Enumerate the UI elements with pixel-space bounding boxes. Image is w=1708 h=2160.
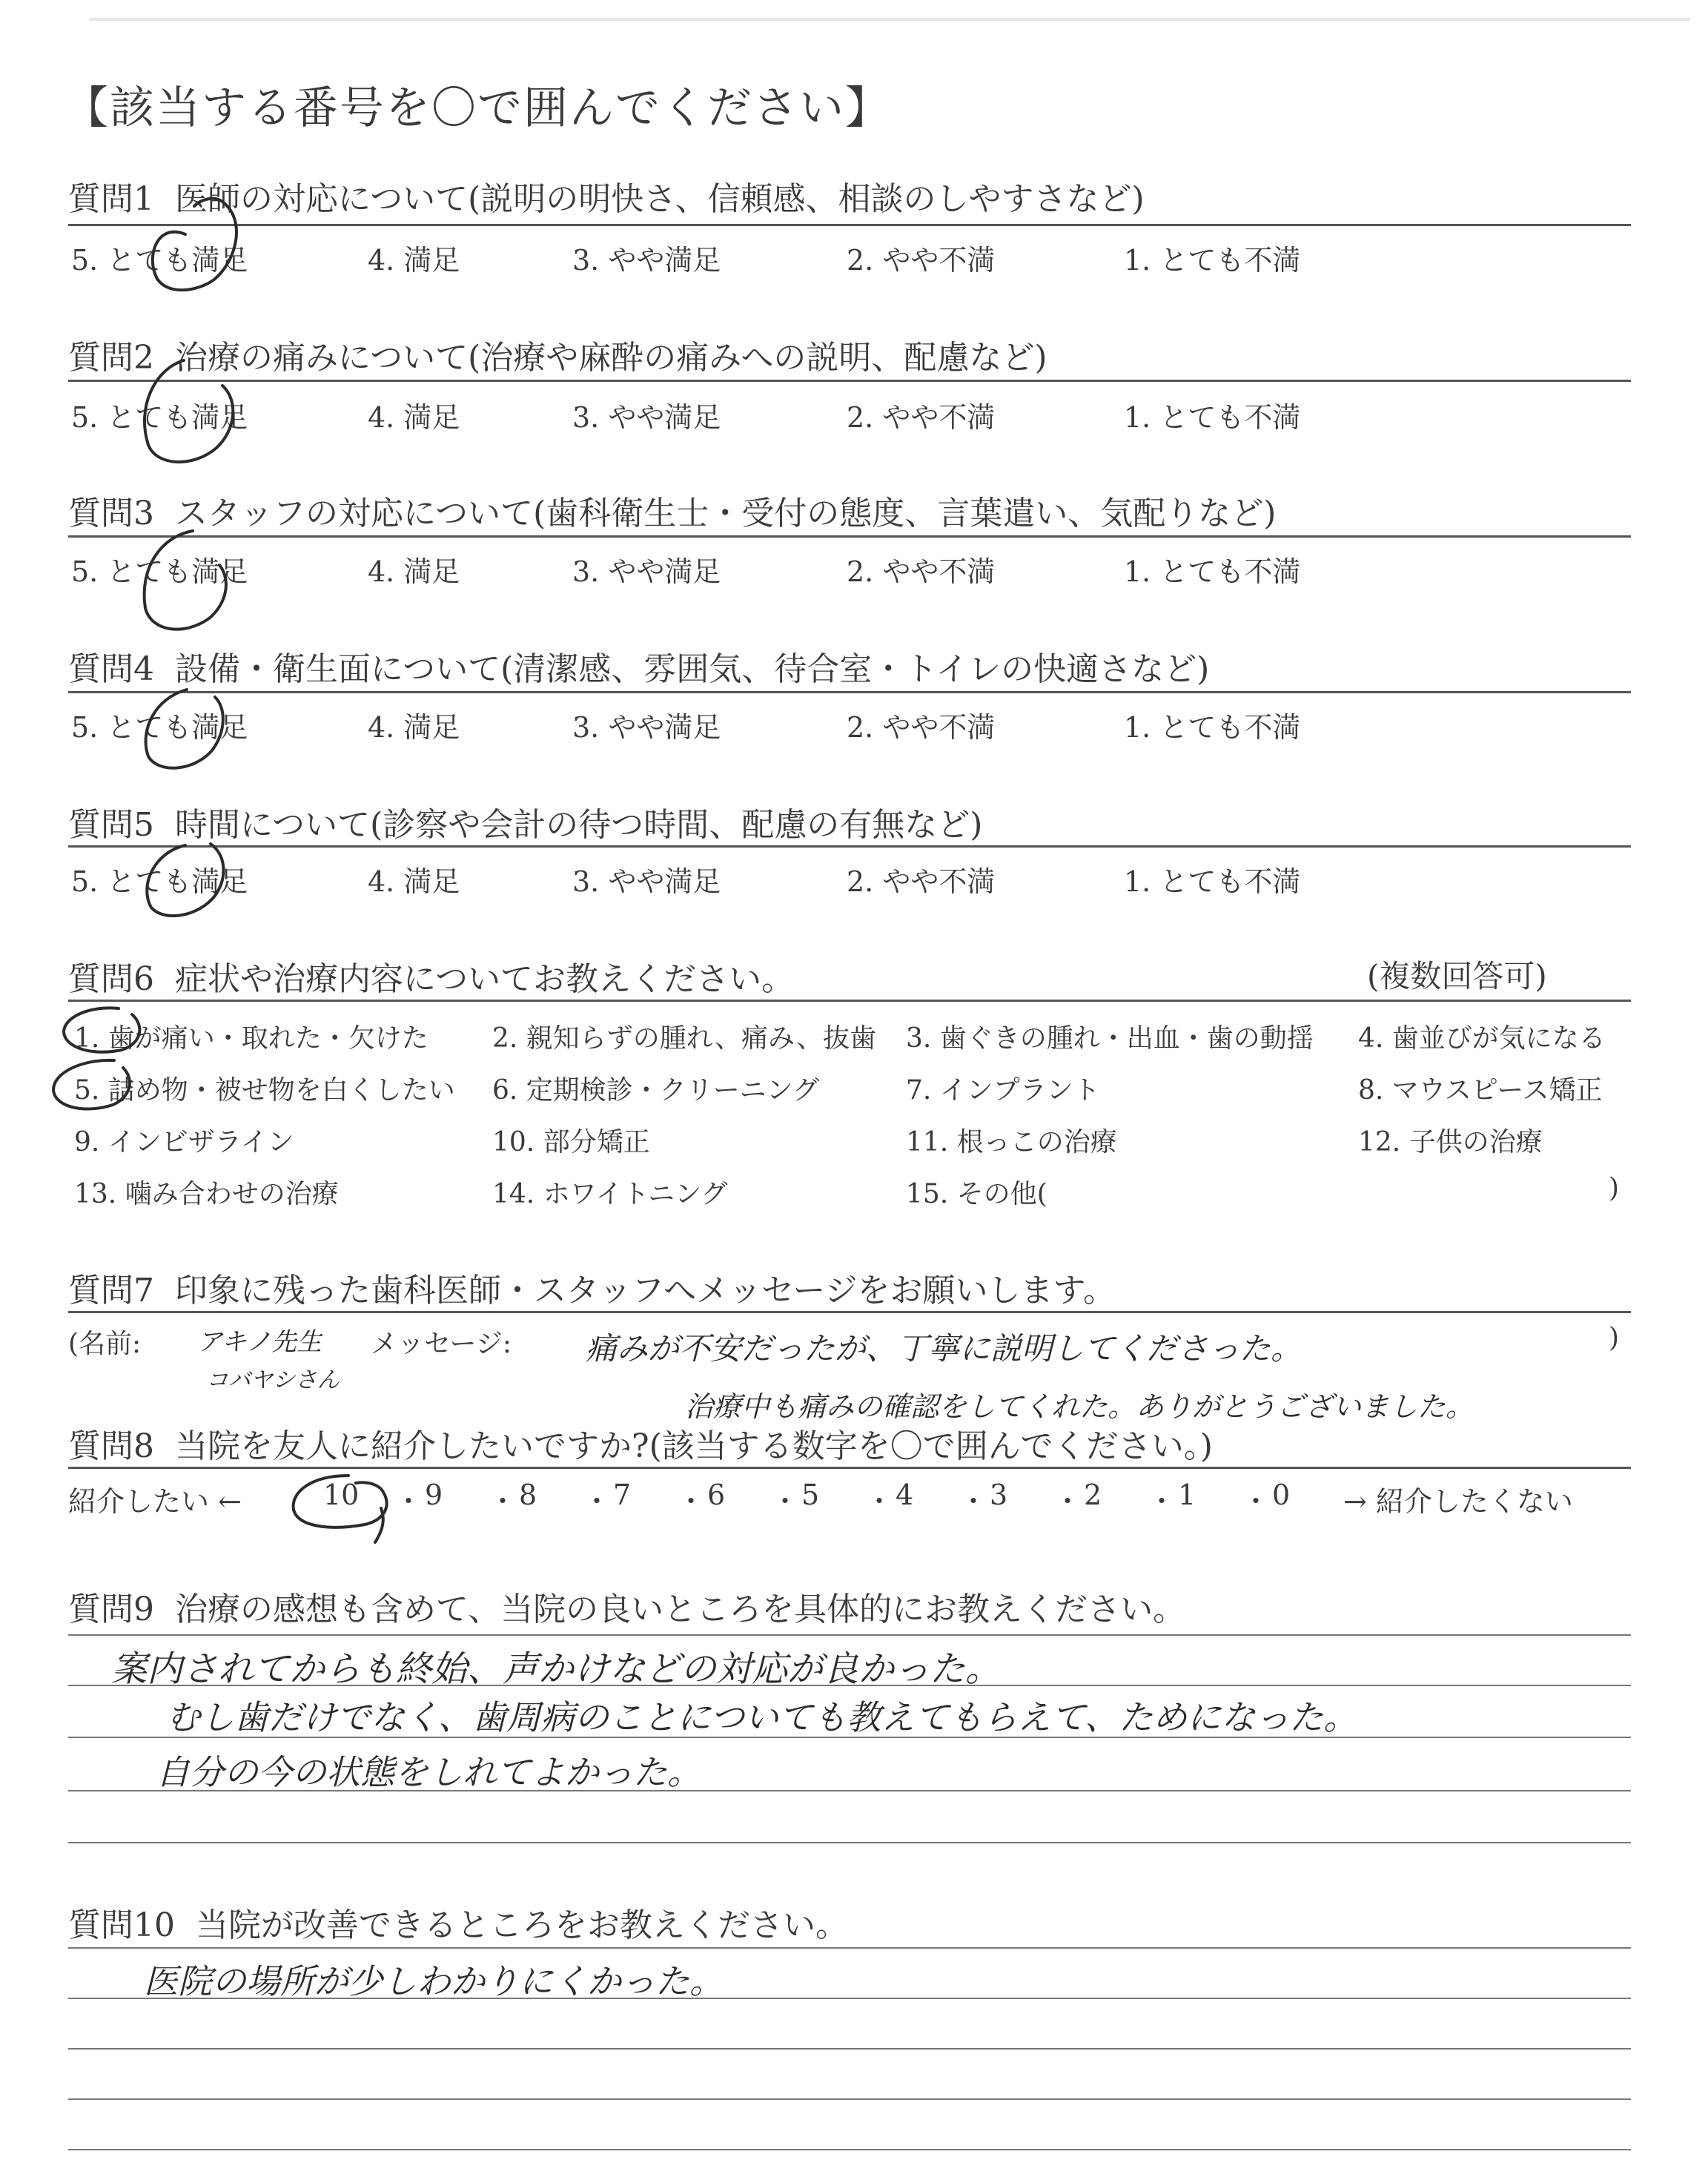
q1-rule [68,224,1631,226]
q10-rule-4 [68,2098,1631,2100]
q7-name-label: (名前: [68,1329,142,1359]
q10-answer-line-1: 医院の場所が少しわかりにくかった。 [144,1961,724,2001]
q2-rule [68,380,1631,382]
q6-option-7[interactable]: 7. インプラント [906,1075,1100,1106]
q5-option-4[interactable]: 4. 満足 [368,865,460,898]
q6-option-2[interactable]: 2. 親知らずの腫れ、痛み、抜歯 [492,1023,877,1054]
q6-option-6[interactable]: 6. 定期検診・クリーニング [492,1075,820,1106]
q7-message-handwritten-2: 治療中も痛みの確認をしてくれた。ありがとうございました。 [685,1390,1474,1423]
q4-option-3[interactable]: 3. やや満足 [572,711,721,744]
q3-option-5[interactable]: 5. とても満足 [71,555,248,588]
q7-close-paren: ) [1609,1323,1620,1353]
q8-scale-separator: ・ [489,1485,517,1518]
q2-title: 質問2 治療の痛みについて(治療や麻酔の痛みへの説明、配慮など) [68,339,1047,377]
q8-scale-1[interactable]: 1 [1178,1479,1196,1511]
q8-title: 質問8 当院を友人に紹介したいですか?(該当する数字を〇で囲んでください。) [68,1427,1213,1465]
q9-answer-line-2: むし歯だけでなく、歯周病のことについても教えてもらえて、ためになった。 [166,1697,1358,1737]
q9-title: 質問9 治療の感想も含めて、当院の良いところを具体的にお教えください。 [68,1591,1186,1628]
q1-option-3[interactable]: 3. やや満足 [572,244,721,277]
q6-option-3[interactable]: 3. 歯ぐきの腫れ・出血・歯の動揺 [906,1023,1314,1054]
q8-scale-separator: ・ [1053,1485,1082,1518]
q10-rule-5 [68,2149,1631,2150]
q8-scale-separator: ・ [394,1485,423,1518]
q1-option-5[interactable]: 5. とても満足 [71,244,248,277]
q8-scale-6[interactable]: 6 [707,1479,726,1511]
q1-title: 質問1 医師の対応について(説明の明快さ、信頼感、相談のしやすさなど) [68,180,1145,218]
q8-scale-9[interactable]: 9 [425,1479,443,1511]
q6-rule [68,1000,1631,1002]
q5-option-3[interactable]: 3. やや満足 [572,865,721,898]
q10-title: 質問10 当院が改善できるところをお教えください。 [68,1906,848,1944]
q6-option-11[interactable]: 11. 根っこの治療 [906,1127,1117,1157]
q8-scale-10[interactable]: 10 [323,1479,360,1511]
q6-option-14[interactable]: 14. ホワイトニング [492,1179,728,1209]
q8-scale-separator: ・ [771,1485,800,1518]
q4-title: 質問4 設備・衛生面について(清潔感、雰囲気、待合室・トイレの快適さなど) [68,650,1210,688]
q4-option-1[interactable]: 1. とても不満 [1124,711,1301,744]
q8-scale-separator: ・ [865,1485,894,1518]
q8-scale-separator: ・ [1242,1485,1271,1518]
q8-right-label: → 紹介したくない [1343,1485,1573,1518]
q8-scale-5[interactable]: 5 [801,1479,820,1511]
q10-rule-3 [68,2048,1631,2050]
q9-answer-line-1: 案内されてからも終始、声かけなどの対応が良かった。 [111,1648,1002,1690]
q8-scale-separator: ・ [677,1485,706,1518]
q6-option-13[interactable]: 13. 噛み合わせの治療 [74,1179,339,1209]
q6-option-9[interactable]: 9. インビザライン [74,1127,294,1157]
q5-option-1[interactable]: 1. とても不満 [1124,865,1301,898]
q6-option-15-close: ) [1609,1173,1620,1203]
q8-scale-separator: ・ [583,1485,612,1518]
q9-rule-1 [68,1634,1631,1636]
q9-rule-5 [68,1842,1631,1843]
q2-option-1[interactable]: 1. とても不満 [1124,401,1301,434]
q8-rule [68,1467,1631,1469]
q10-rule-1 [68,1947,1631,1949]
q5-option-2[interactable]: 2. やや不満 [847,865,996,898]
q6-option-15[interactable]: 15. その他( [906,1179,1047,1209]
q6-option-1[interactable]: 1. 歯が痛い・取れた・欠けた [74,1023,428,1054]
q6-option-8[interactable]: 8. マウスピース矯正 [1358,1075,1603,1106]
q7-message-handwritten-1: 痛みが不安だったが、丁寧に説明してくださった。 [586,1330,1302,1367]
q8-scale-0[interactable]: 0 [1272,1479,1291,1511]
q8-scale-4[interactable]: 4 [896,1479,914,1511]
q4-rule [68,691,1631,693]
q6-option-12[interactable]: 12. 子供の治療 [1358,1127,1543,1157]
q7-name-handwritten-1: アキノ先生 [197,1327,322,1357]
q5-rule [68,845,1631,848]
q2-option-4[interactable]: 4. 満足 [368,401,460,434]
q4-option-4[interactable]: 4. 満足 [368,711,460,744]
q3-title: 質問3 スタッフの対応について(歯科衛生士・受付の態度、言葉遣い、気配りなど) [68,495,1277,532]
scan-edge-line [89,18,1690,21]
q3-rule [68,535,1631,538]
q7-rule [68,1311,1631,1313]
q6-option-10[interactable]: 10. 部分矯正 [492,1127,650,1157]
q9-answer-line-3: 自分の今の状態をしれてよかった。 [156,1752,701,1792]
q8-scale-8[interactable]: 8 [519,1479,537,1511]
q6-title: 質問6 症状や治療内容についてお教えください。 [68,960,795,998]
q2-option-2[interactable]: 2. やや不満 [847,401,996,434]
q8-scale-separator: ・ [959,1485,988,1518]
q7-name-handwritten-2: コバヤシさん [206,1367,340,1393]
q7-title: 質問7 印象に残った歯科医師・スタッフへメッセージをお願いします。 [68,1272,1116,1309]
q7-message-label: メッセージ: [371,1329,512,1359]
q8-scale-7[interactable]: 7 [613,1479,632,1511]
q8-scale-separator: ・ [1148,1485,1176,1518]
form-header: 【該当する番号を〇で囲んでください】 [64,82,891,134]
q5-option-5[interactable]: 5. とても満足 [71,865,248,898]
q8-left-label: 紹介したい ← [68,1485,242,1518]
q6-multiple-note: (複数回答可) [1367,958,1547,994]
q8-scale-3[interactable]: 3 [990,1479,1008,1511]
q3-option-2[interactable]: 2. やや不満 [847,555,996,588]
q4-option-5[interactable]: 5. とても満足 [71,711,248,744]
q8-scale-2[interactable]: 2 [1084,1479,1102,1511]
q8-circle-tail [375,1508,383,1542]
q1-option-1[interactable]: 1. とても不満 [1124,244,1301,277]
q6-option-4[interactable]: 4. 歯並びが気になる [1358,1023,1606,1054]
q3-option-4[interactable]: 4. 満足 [368,555,460,588]
q3-option-1[interactable]: 1. とても不満 [1124,555,1301,588]
q3-option-3[interactable]: 3. やや満足 [572,555,721,588]
q2-option-5[interactable]: 5. とても満足 [71,401,248,434]
q6-option-5[interactable]: 5. 詰め物・被せ物を白くしたい [74,1075,455,1106]
q1-option-4[interactable]: 4. 満足 [368,244,460,277]
q1-option-2[interactable]: 2. やや不満 [847,244,996,277]
q5-title: 質問5 時間について(診察や会計の待つ時間、配慮の有無など) [68,806,983,844]
q4-option-2[interactable]: 2. やや不満 [847,711,996,744]
q2-option-3[interactable]: 3. やや満足 [572,401,721,434]
